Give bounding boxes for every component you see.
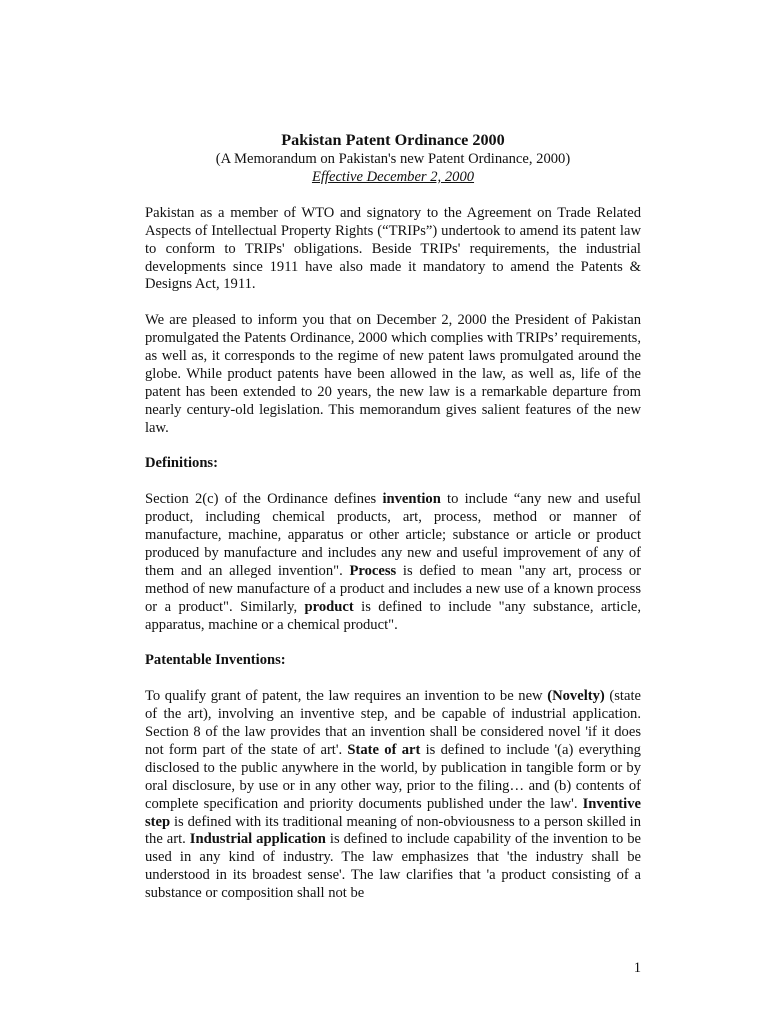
term-industrial-application: Industrial application — [189, 831, 326, 848]
effective-date: Effective December 2, 2000 — [311, 168, 475, 185]
document-page — [145, 130, 641, 921]
patentable-text-3: is defined to include '(a) everything disclosed to the public anywhere in the world, by publication in tangible form or by oral disclosure, by use or in any other way, prior to the filing… and (b) contents of complete specification and priority documents published under the law'. — [145, 741, 641, 812]
term-state-of-art: State of art — [347, 741, 421, 758]
promulgation-paragraph: We are pleased to inform you that on December 2, 2000 the President of Pakistan promulgated the Patents Ordinance, 2000 which complies with TRIPs’ requirements, as well as, it corresponds to the regime of new patent laws promulgated around the globe. While product patents have been allowed in the law, as well as, life of the patent has been extended to 20 years, the new law is a remarkable departure from nearly century-old legislation. This memorandum gives salient features of the new law. — [145, 312, 641, 436]
patentable-inventions-paragraph — [145, 688, 641, 903]
term-product: product — [304, 598, 354, 615]
document-title: Pakistan Patent Ordinance 2000 — [281, 131, 505, 149]
patentable-text-5: is defined to include capability of the invention to be used in any kind of industry. The law emphasizes that 'the industry shall be understood in its broadest sense'. The law clarifies that 'a product consisting of a substance or composition shall not be — [145, 831, 642, 902]
patentable-text-1: To qualify grant of patent, the law requires an invention to be new — [145, 688, 548, 705]
patentable-inventions-heading: Patentable Inventions: — [145, 652, 286, 669]
patentable-text-4: is defined with its traditional meaning of non-obviousness to a person skilled in the art. — [145, 813, 641, 848]
definitions-heading: Definitions: — [145, 455, 218, 472]
patentable-text-2: (state of the art), involving an inventive step, and be capable of industrial application. Section 8 of the law provides that an invention shall be considered novel 'if it does not form part of the state of art'. — [145, 688, 641, 758]
definitions-text-4: is defined to include "any substance, article, apparatus, machine or a chemical product". — [145, 598, 641, 633]
definitions-text-1: Section 2(c) of the Ordinance defines — [145, 491, 383, 508]
title-block — [145, 130, 641, 187]
definitions-text-2: to include “any new and useful product, including chemical products, art, process, method or manner of manufacture, machine, apparatus or other article; substance or article or product produced by manufacture and includes any new and useful improvement of any of them and an alleged invention". — [145, 491, 641, 579]
term-invention: invention — [382, 491, 441, 508]
page-number: 1 — [633, 960, 641, 976]
document-subtitle: (A Memorandum on Pakistan's new Patent Ordinance, 2000) — [215, 151, 571, 167]
intro-paragraph: Pakistan as a member of WTO and signatory to the Agreement on Trade Related Aspects of Intellectual Property Rights (“TRIPs”) undertook to amend its patent law to conform to TRIPs' obligations. Beside TRIPs' requirements, the industrial developments since 1911 have also made it mandatory to amend the Patents & Designs Act, 1911. — [145, 204, 641, 293]
definitions-text-3: is defied to mean "any art, process or method of new manufacture of a product and includes a new use of a known process or a product". Similarly, — [145, 562, 641, 615]
term-novelty: (Novelty) — [547, 688, 605, 705]
term-process: Process — [349, 562, 397, 579]
definitions-paragraph — [145, 491, 641, 634]
term-inventive-step: Inventive step — [145, 795, 641, 830]
